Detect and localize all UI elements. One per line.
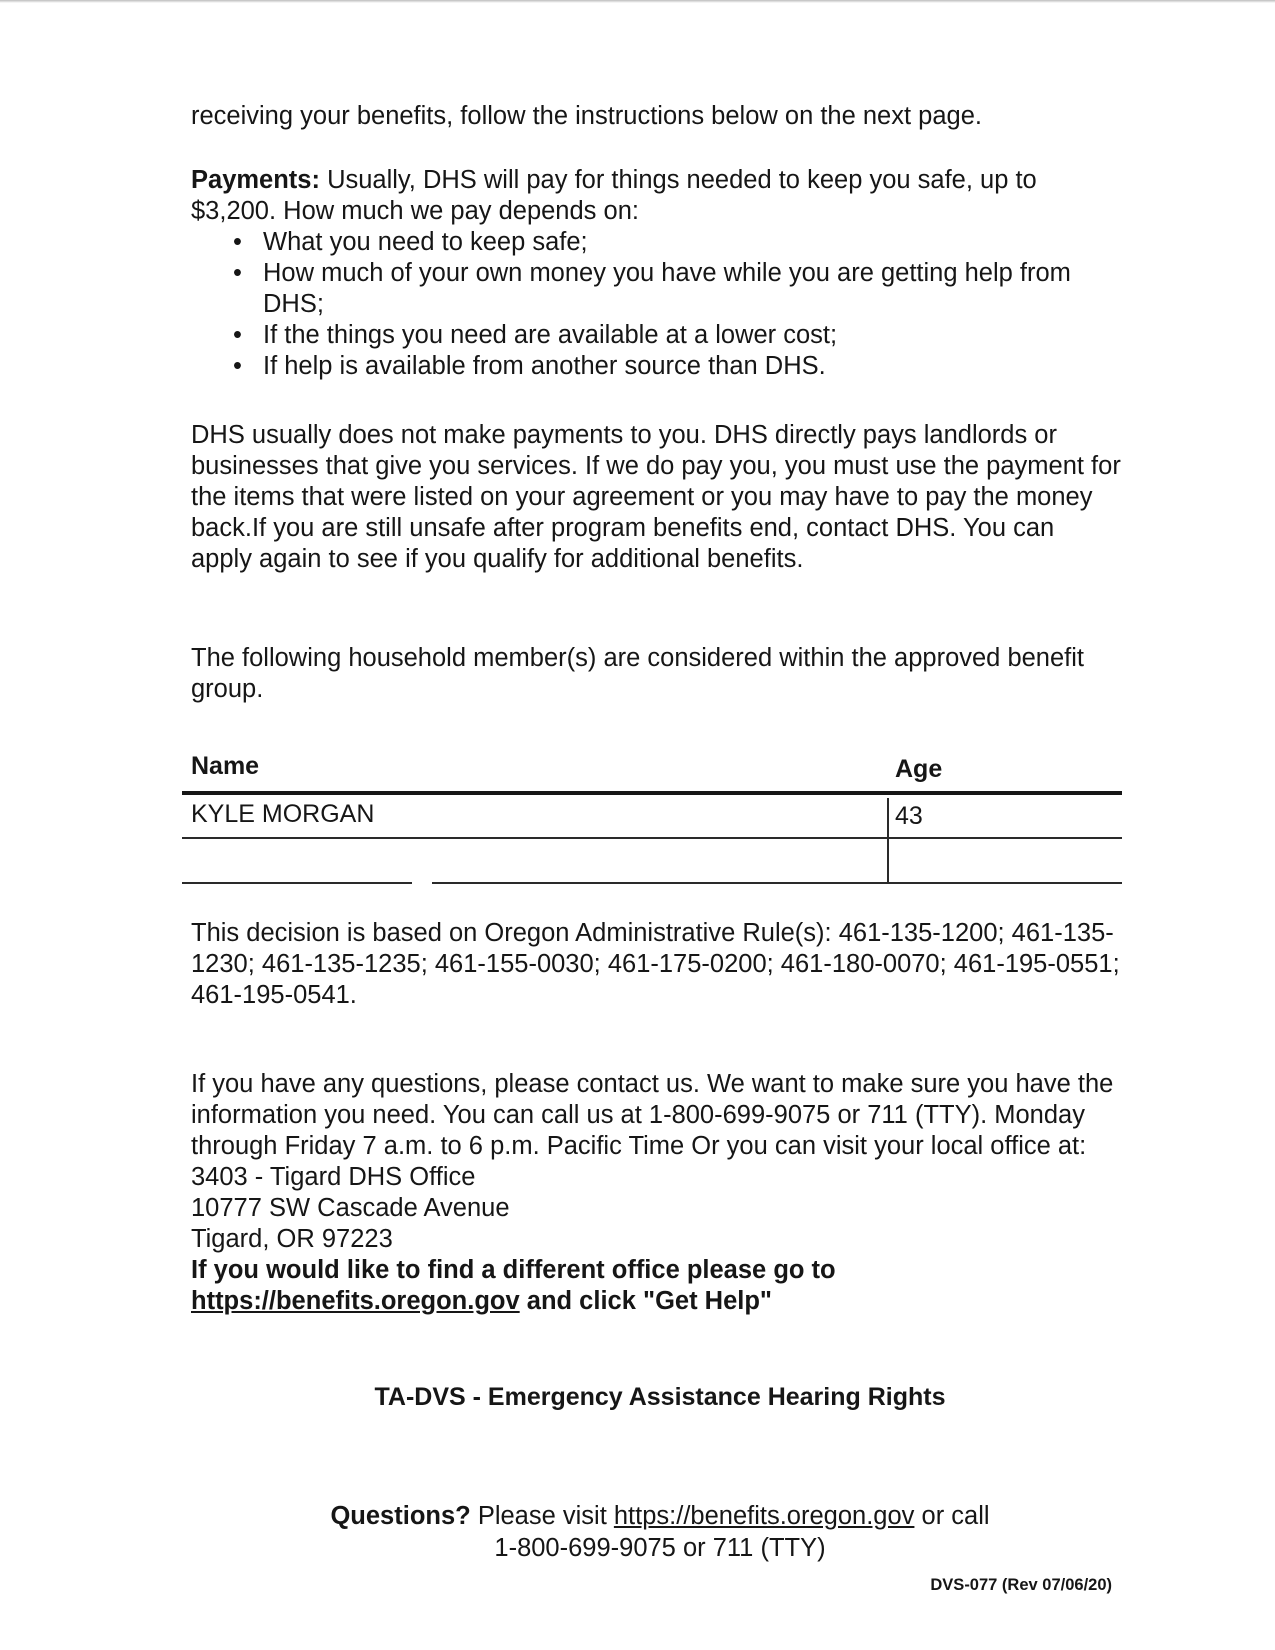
column-header-name: Name xyxy=(191,752,260,780)
decision-section xyxy=(191,918,1121,1011)
list-item: • What you need to keep safe; xyxy=(233,227,1121,258)
payments-label: Payments: xyxy=(191,166,320,194)
find-office-suffix: and click "Get Help" xyxy=(519,1287,773,1315)
table-row-rule xyxy=(432,882,1122,884)
decision-paragraph: This decision is based on Oregon Administrative Rule(s): 461-135-1200; 461-135-1230; 461-135-1235; 461-155-0030; 461-175-0200; 461-180-0070; 461-195-0551; 461-195-0541. xyxy=(191,919,1120,1009)
payments-paragraph xyxy=(191,165,1121,227)
form-id: DVS-077 (Rev 07/06/20) xyxy=(930,1576,1112,1594)
payments-text: Usually, DHS will pay for things needed to keep you safe, up to $3,200. How much we pay depends on: xyxy=(191,166,1037,225)
payment-policy-paragraph: DHS usually does not make payments to you. DHS directly pays landlords or businesses that give you services. If we do pay you, you must use the payment for the items that were listed on your agreement or you may have to pay the money back.If you are still unsafe after program benefits end, contact DHS. You can apply again to see if you qualify for additional benefits. xyxy=(191,421,1121,573)
table-cell-name: KYLE MORGAN xyxy=(191,800,375,828)
table-column-divider xyxy=(887,798,889,884)
questions-text: Please visit xyxy=(470,1502,614,1530)
find-office-link[interactable]: https://benefits.oregon.gov xyxy=(191,1287,520,1315)
find-office-line xyxy=(191,1286,1121,1317)
household-intro-paragraph: The following household member(s) are considered within the approved benefit group. xyxy=(191,644,1085,703)
questions-label: Questions? xyxy=(330,1502,471,1530)
footer-questions-line xyxy=(160,1500,1160,1532)
payments-bullet-list xyxy=(191,227,1121,382)
list-item: • How much of your own money you have while you are getting help from DHS; xyxy=(233,258,1121,320)
household-table xyxy=(182,750,1122,890)
list-item: • If the things you need are available at a lower cost; xyxy=(233,320,1121,351)
page-edge xyxy=(0,0,1275,3)
hearing-rights-heading: TA-DVS - Emergency Assistance Hearing Rights xyxy=(374,1383,946,1411)
list-item: • If help is available from another source than DHS. xyxy=(233,351,1121,382)
footer-phone-line: 1-800-699-9075 or 711 (TTY) xyxy=(494,1534,826,1562)
table-header-rule xyxy=(182,791,1122,795)
office-street: 10777 SW Cascade Avenue xyxy=(191,1194,510,1222)
office-city: Tigard, OR 97223 xyxy=(191,1225,393,1253)
column-header-age: Age xyxy=(895,755,943,783)
household-intro-section xyxy=(191,643,1121,705)
table-row-rule xyxy=(182,837,1122,839)
footer-or-call: or call xyxy=(914,1502,990,1530)
find-office-text: If you would like to find a different office please go to xyxy=(191,1256,836,1284)
footer-benefits-link[interactable]: https://benefits.oregon.gov xyxy=(613,1502,915,1530)
intro-text: receiving your benefits, follow the instructions below on the next page. xyxy=(191,102,982,130)
office-name: 3403 - Tigard DHS Office xyxy=(191,1163,476,1191)
intro-line xyxy=(191,101,1121,132)
contact-paragraph: If you have any questions, please contact us. We want to make sure you have the information you need. You can call us at 1-800-699-9075 or 711 (TTY). Monday through Friday 7 a.m. to 6 p.m. Pacific Time Or you can visit your local office at: xyxy=(191,1070,1114,1160)
table-cell-age: 43 xyxy=(895,802,923,830)
footer-questions xyxy=(160,1500,1160,1564)
contact-section xyxy=(191,1069,1121,1317)
payments-section xyxy=(191,165,1121,382)
payment-policy-section xyxy=(191,420,1121,575)
table-row-rule xyxy=(182,882,412,884)
